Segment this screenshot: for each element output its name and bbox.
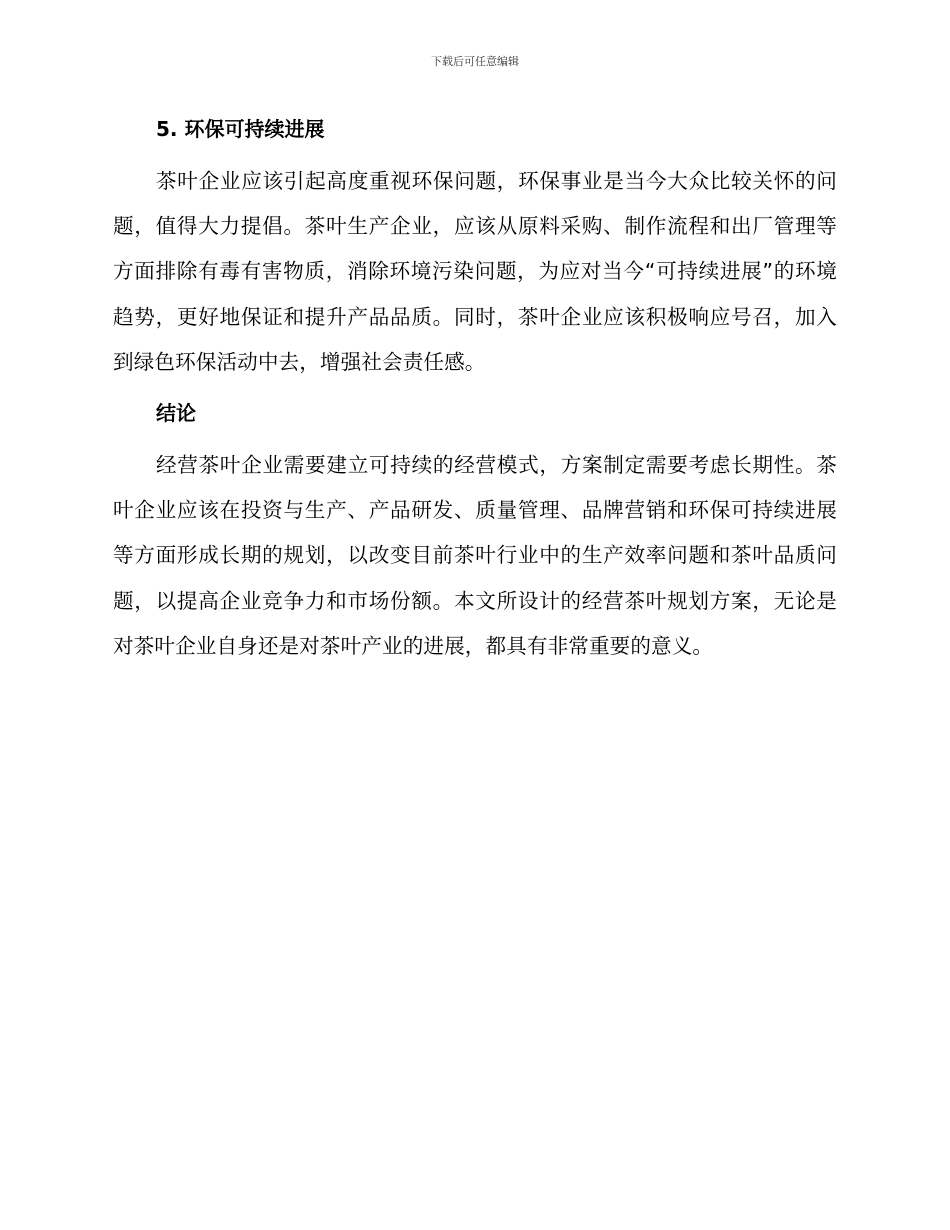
- section-heading-conclusion: 结论: [156, 401, 196, 426]
- header-note: 下载后可任意编辑: [431, 55, 519, 68]
- document-body: [113, 113, 837, 669]
- section-heading-sustainability: 5. 环保可持续进展: [156, 117, 325, 141]
- section-paragraph-conclusion: 经营茶叶企业需要建立可持续的经营模式，方案制定需要考虑长期性。茶叶企业应该在投资与生产、产品研发、质量管理、品牌营销和环保可持续进展等方面形成长期的规划，以改变目前茶叶行业中的生产效率问题和茶叶品质问题，以提高企业竞争力和市场份额。本文所设计的经营茶叶规划方案，无论是对茶叶企业自身还是对茶叶产业的进展，都具有非常重要的意义。: [113, 453, 837, 658]
- section-paragraph-sustainability: 茶叶企业应该引起高度重视环保问题，环保事业是当今大众比较关怀的问题，值得大力提倡。茶叶生产企业，应该从原料采购、制作流程和出厂管理等方面排除有毒有害物质，消除环境污染问题，为应对当今“可持续进展”的环境趋势，更好地保证和提升产品品质。同时，茶叶企业应该积极响应号召，加入到绿色环保活动中去，增强社会责任感。: [113, 169, 837, 374]
